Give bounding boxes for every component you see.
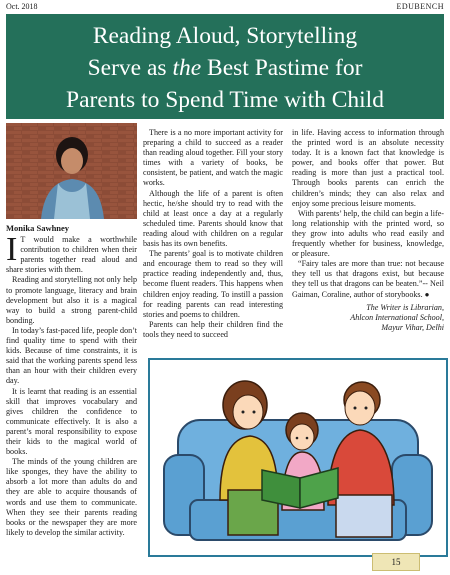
article-title: Reading Aloud, Storytelling Serve as the Best Pastime for Parents to Spend Time with Child <box>66 23 384 113</box>
paragraph: in life. Having access to information through the printed word is an absolute necessity today. It is a known fact that knowledge is power, and books offer that power. But reading is more than just a practical tool. Through books parents can enrich the children’s minds; they can also relax and enjoy some precious leisure moments. <box>292 128 444 208</box>
top-bar <box>0 0 450 14</box>
paragraph: Reading and storytelling not only help to promote language, literacy and brain development but also it is a magical way to build a strong parent-child bonding. <box>6 275 137 325</box>
title-banner <box>6 14 444 119</box>
drop-cap: I <box>6 231 18 269</box>
paragraph: Although the life of a parent is often hectic, he/she should try to read with the child at least once a day at a regularly scheduled time. Parents should know that reading aloud with children on a regular basis has its own benefits. <box>143 188 283 249</box>
paragraph: Parents can help their children find the tools they need to succeed <box>143 319 283 339</box>
paragraph: “Fairy tales are more than true: not because they tell us that dragons exist, but because they tell us that dragons can be beaten.”-- Neil Gaiman, Coraline, author of storybooks. ● <box>292 259 444 299</box>
family-reading-illustration <box>148 358 448 557</box>
author-photo <box>6 123 137 219</box>
paragraph: In today’s fast-paced life, people don’t find quality time to spend with their kids. Because of time constraints, it is said that the working parents spend less than an hour with their children every day. <box>6 325 137 386</box>
magazine-name: EDUBENCH <box>396 2 444 11</box>
column-3 <box>292 128 444 333</box>
page-number: 15 <box>372 553 420 571</box>
issue-date: Oct. 2018 <box>6 2 38 11</box>
paragraph: With parents’ help, the child can begin a life-long relationship with the printed word, so they grow into adults who read easily and frequently whether for business, knowledge, or pleasure. <box>292 208 444 259</box>
paragraph: The minds of the young children are like sponges, they have the ability to absorb a lot more than adults do and they are able to acquire thousands of words and use them to communicate. When they see their parents reading books or the newspaper they are more likely to develop the similar activity. <box>6 457 137 537</box>
column-2 <box>143 128 283 340</box>
column-1: Monika Sawhney I T would make a worthwhile contribution to children when their parents together read aloud and share stories with them. Reading and storytelling not only help to promote language, literacy and brain development but also it is a magical way to build a strong parent-child bonding. In today’s fast-paced life, people don’t find quality time to spend with their kids. Because of time constraints, it is said that the working parents spend less than an hour with their children every day. It is learnt that reading is an essential skill that improves vocabulary and gives children the confidence to communicate effectively. It is also a parent’s moral responsibility to expose their kids to the magical world of books. The minds of the young children are like sponges, they have the ability to absorb a lot more than adults do and they are able to acquire thousands of words and use them to communicate. When they see their parents reading books or the newspaper they are more likely to develop the similar activity. <box>6 123 137 538</box>
author-credit: The Writer is Librarian, Ahlcon International School, Mayur Vihar, Delhi <box>350 302 444 332</box>
paragraph: It is learnt that reading is an essential skill that improves vocabulary and gives children the confidence to communicate effectively. It is also a parent’s moral responsibility to expose their kids to the magical world of books. <box>6 386 137 457</box>
paragraph: The parents’ goal is to motivate children and encourage them to read so they will practice reading independently and, thus, become fluent readers. This happens when children enjoy reading. To instill a passion for reading parents can read interesting stories and poems to children. <box>143 249 283 319</box>
paragraph: There is a no more important activity for preparing a child to succeed as a reader than reading aloud together. Fill your story times with a variety of books, be consistent, be patient, and watch the magic works. <box>143 128 283 188</box>
author-name: Monika Sawhney <box>6 223 70 233</box>
